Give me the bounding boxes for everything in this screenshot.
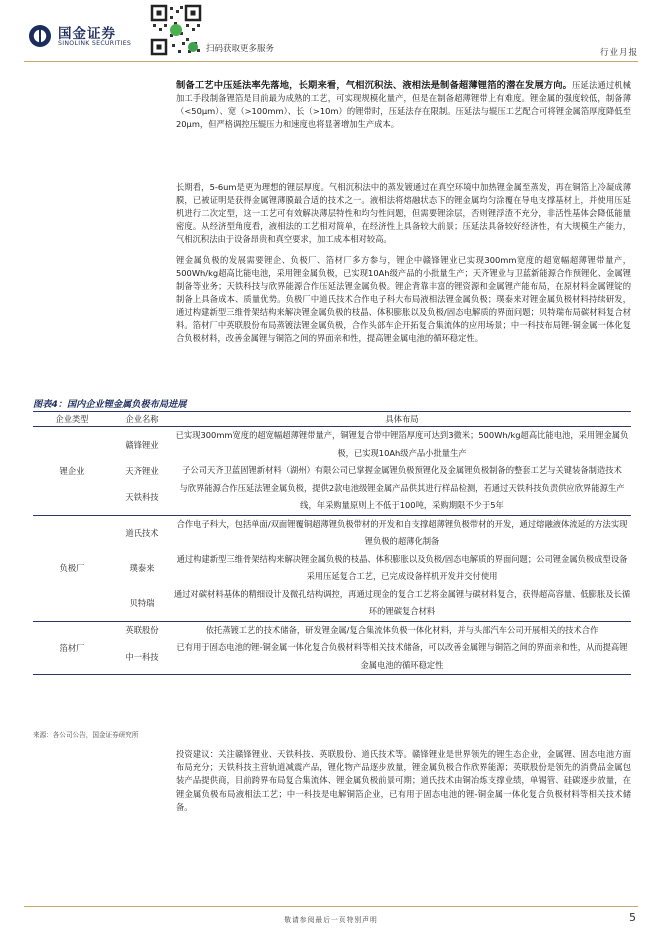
table-row xyxy=(33,639,631,675)
investment-advice: 投资建议：关注赣锋锂业、天铁科技、英联股份、道氏技术等。赣锋锂业是世界领先的锂生态企业，金属锂、固态电池方面布局充分；天铁科技主营轨道减震产品，锂化物产品逐步放量，锂金属负极合作欣界能源；英联股份是领先的消费品金属包装产品提供商，目前跨界布局复合集流体、锂金属负极前景可期；道氏技术由铜冶炼支撑业绩，单锡管、硅碳逐步放量，在锂金属负极布局液相法工艺；中一科技是电解铜箔企业，已有用于固态电池的锂-铜金属一体化复合负极材料等相关技术储备。 xyxy=(176,749,631,812)
row-company: 道氏技术 xyxy=(125,528,159,538)
paragraph-industry: 锂金属负极的发展需要锂企、负极厂、箔材厂多方参与，锂企中赣锋锂业已实现300mm宽度的超宽幅超薄锂带量产，500Wh/kg超高比能电池，采用锂金属负极，已实现10Ah级产品的小批量生产；天齐锂业与卫蓝新能源合作预锂化、金属锂制备等业务；天铁科技与欣界能源合作压延法锂金属负极。锂企背靠丰富的锂资源和金属锂产能布局，在原材料金属锂锭的制备上具备成本、质量优势。负极厂中道氏技术合作电子科大布局液相法锂金属负极；璞泰来对锂金属负极材料持续研发，通过构建新型三维骨架结构来解决锂金属负极的枝晶、体积膨胀以及负极/固态电解质的界面问题；贝特瑞布局碳材料复合材料。箔材厂中英联股份布局蒸镀法锂金属负极，合作头部车企开拓复合集流体的应用场景；中一科技布局锂-铜金属一体化复合负极材料，改善金属锂与铜箔之间的界面亲和性，提高锂金属电池的循环稳定性。 xyxy=(176,255,631,343)
column-header-type: 企业类型 xyxy=(33,412,111,427)
row-company: 天齐锂业 xyxy=(125,465,159,476)
paragraph-long-term: 长期看，5-6um是更为理想的锂层厚度。气相沉积法中的蒸发镀通过在真空环境中加热锂金属至蒸发，再在铜箔上冷凝成薄膜，已被证明是获得金属锂薄膜最合适的技术之一。液相法将熔融状态下的锂金属均匀涂覆在导电支撑基材上，并使用压延机进行二次定型，这一工艺可有效解决薄层特性和均匀性问题，但需要锂涂层，否则锂浮渣不充分，非活性基体会降低能量密度。从经济型角度看，液相法的工艺相对简单，在经济性上具备较大前景；压延法具备较好经济性，有大规模生产能力，气相沉积法由于设备昂贵和真空要求，加工成本相对较高。 xyxy=(176,182,631,244)
table-source: 来源：各公司公告，国金证券研究所 xyxy=(33,731,139,739)
brand-name-en: SINOLINK SECURITIES xyxy=(58,40,132,47)
column-header-detail: 具体布局 xyxy=(173,412,631,427)
row-company: 天铁科技 xyxy=(111,480,173,516)
column-header-company: 企业名称 xyxy=(111,412,173,427)
table-row xyxy=(33,427,631,463)
row-type: 负极厂 xyxy=(33,515,111,621)
table-row xyxy=(33,551,631,586)
table-title: 图表4：国内企业锂金属负极布局进展 xyxy=(33,399,187,410)
row-detail: 已有用于固态电池的锂-铜金属一体化复合负极材料等相关技术储备，可以改善金属锂与铜箔之间的界面亲和性，从而提高锂金属电池的循环稳定性 xyxy=(173,639,631,675)
row-detail: 通过构建新型三维骨架结构来解决锂金属负极的枝晶、体积膨胀以及负极/固态电解质的界面问题；公司锂金属负极成型设备采用压延复合工艺，已完成设备样机开发并交付使用 xyxy=(176,553,628,581)
layout-table xyxy=(33,411,631,675)
paragraph-lead: 制备工艺中压延法率先落地，长期来看，气相沉积法、液相法是制备超薄锂箔的潜在发展方向。 xyxy=(176,80,573,91)
row-detail: 依托蒸镀工艺的技术储备，研发锂金属/复合集流体负极一体化材料，并与头部汽车公司开展相关的技术合作 xyxy=(205,624,599,635)
header-divider xyxy=(24,61,638,62)
qr-code-icon[interactable] xyxy=(150,4,202,56)
row-company: 英联股份 xyxy=(125,625,159,636)
row-company: 赣锋锂业 xyxy=(125,439,159,450)
document-type: 行业月报 xyxy=(599,48,638,58)
paragraph-text: 压延法通过机械加工手段制备锂箔是目前最为成熟的工艺，可实现规模化量产，但是在制备超薄锂带上有难度。锂金属的强度较低，制备薄（<50μm）、宽（>100mm）、长（>10m）的锂带时，压延法存在限制。压延法与辊压工艺配合可将锂金属箔厚度降低至20μm，但严格调控压辊压力和速度也将显著增加生产成本。 xyxy=(176,80,631,129)
table-row xyxy=(33,515,631,551)
qr-caption: 扫码获取更多服务 xyxy=(206,44,275,54)
row-company: 璞泰来 xyxy=(129,563,155,573)
brand-name-cn: 国金证券 xyxy=(58,26,116,42)
table-header-row xyxy=(33,412,631,427)
table-row xyxy=(33,586,631,622)
row-detail: 与欣界能源合作压延法锂金属负极，提供2款电池级锂金属产品供其进行样品检测，若通过天铁科技负责供应欣界能源生产线，年采购量原则上不低于100吨，采购期限不少于5年 xyxy=(173,480,631,516)
row-detail: 通过对碳材料基体的精细设计及微孔结构调控，再通过现金的复合工艺将金属锂与碳材料复合，获得超高容量、低膨胀及长循环的锂碳复合材料 xyxy=(173,586,631,622)
table-row xyxy=(33,480,631,516)
page-header xyxy=(0,0,662,62)
row-company: 贝特瑞 xyxy=(111,586,173,622)
row-detail: 合作电子科大，包括单面/双面锂覆铜超薄锂负极带材的开发和自支撑超薄锂负极带材的开发，通过熔融液体流延的方法实现锂负极的超薄化制备 xyxy=(176,518,628,546)
footer-divider xyxy=(24,906,638,907)
table-row xyxy=(33,462,631,480)
row-type: 锂企业 xyxy=(33,427,111,516)
page-number: 5 xyxy=(629,911,636,924)
row-company: 中一科技 xyxy=(111,639,173,675)
table-row xyxy=(33,621,631,639)
row-detail: 已实现300mm宽度的超宽幅超薄锂带量产，铜锂复合带中锂箔厚度可达到3微米；500Wh/kg超高比能电池，采用锂金属负极，已实现10Ah级产品小批量生产 xyxy=(175,430,629,458)
sinolink-logo-icon xyxy=(28,24,52,48)
disclaimer-note[interactable]: 敬请参阅最后一页特别声明 xyxy=(284,916,378,924)
paragraph-process xyxy=(176,79,631,131)
row-type: 箔材厂 xyxy=(33,621,111,675)
row-detail: 子公司天齐卫蓝固锂新材料（湖州）有限公司已掌握金属锂负极预锂化及金属锂负极制备的整套工艺与关键装备制造技术 xyxy=(182,465,622,475)
